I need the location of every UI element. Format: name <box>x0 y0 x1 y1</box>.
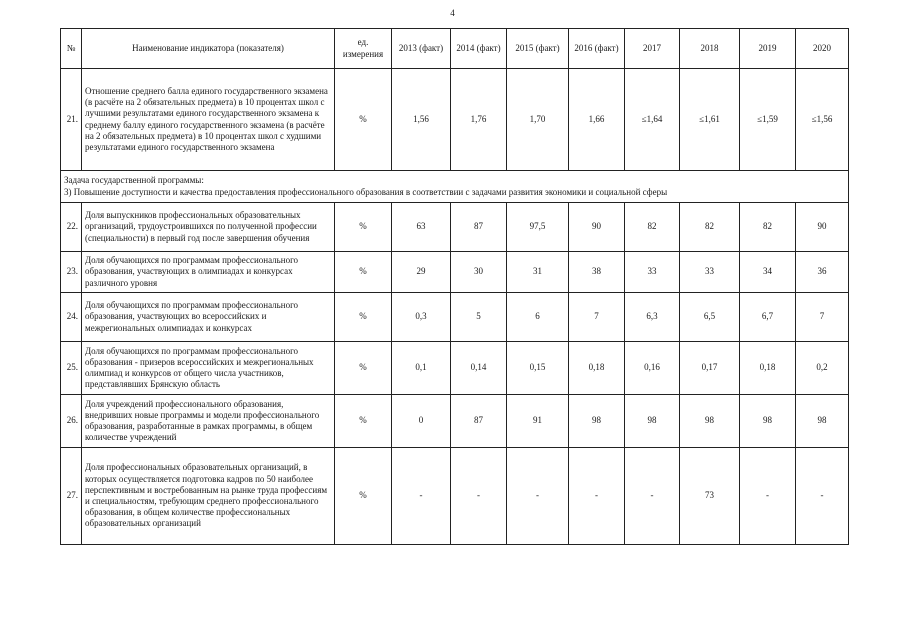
value-cell: - <box>796 448 849 545</box>
value-cell: - <box>740 448 796 545</box>
value-cell: - <box>507 448 569 545</box>
value-cell: ≤1,56 <box>796 69 849 171</box>
value-cell: 98 <box>796 395 849 448</box>
value-cell: 30 <box>451 252 507 293</box>
task-cell <box>61 171 849 203</box>
header-year: 2020 <box>796 29 849 69</box>
header-year: 2018 <box>680 29 740 69</box>
value-cell: 0,1 <box>392 342 451 395</box>
unit-cell: % <box>335 293 392 342</box>
value-cell: - <box>569 448 625 545</box>
value-cell: ≤1,59 <box>740 69 796 171</box>
value-cell: 0,3 <box>392 293 451 342</box>
value-cell: 90 <box>796 203 849 252</box>
value-cell: 87 <box>451 203 507 252</box>
value-cell: 98 <box>569 395 625 448</box>
value-cell: 1,66 <box>569 69 625 171</box>
indicator-name: Доля учреждений профессионального образования, внедривших новые программы и модели профессионального образования, разработанные в рамках программы, в общем количестве учреждений <box>82 395 335 448</box>
page-number: 4 <box>450 8 455 18</box>
value-cell: 34 <box>740 252 796 293</box>
value-cell: 0,18 <box>569 342 625 395</box>
value-cell: 6,7 <box>740 293 796 342</box>
value-cell: 82 <box>625 203 680 252</box>
table-row <box>61 69 849 171</box>
value-cell: 6,3 <box>625 293 680 342</box>
row-number: 26. <box>61 395 82 448</box>
value-cell: 29 <box>392 252 451 293</box>
value-cell: - <box>451 448 507 545</box>
value-cell: 0,17 <box>680 342 740 395</box>
indicator-name: Доля выпускников профессиональных образовательных организаций, трудоустроившихся по полученной профессии (специальности) в первый год после завершения обучения <box>82 203 335 252</box>
row-number: 24. <box>61 293 82 342</box>
header-name: Наименование индикатора (показателя) <box>82 29 335 69</box>
value-cell: 0,18 <box>740 342 796 395</box>
value-cell: 0,2 <box>796 342 849 395</box>
value-cell: 1,76 <box>451 69 507 171</box>
header-year: 2015 (факт) <box>507 29 569 69</box>
value-cell: 97,5 <box>507 203 569 252</box>
table-row <box>61 293 849 342</box>
value-cell: 98 <box>625 395 680 448</box>
value-cell: 0 <box>392 395 451 448</box>
row-number: 27. <box>61 448 82 545</box>
value-cell: 36 <box>796 252 849 293</box>
value-cell: 38 <box>569 252 625 293</box>
value-cell: 82 <box>740 203 796 252</box>
indicators-table <box>60 28 849 545</box>
value-cell: 98 <box>740 395 796 448</box>
value-cell: 98 <box>680 395 740 448</box>
value-cell: 82 <box>680 203 740 252</box>
row-number: 21. <box>61 69 82 171</box>
unit-cell: % <box>335 69 392 171</box>
unit-cell: % <box>335 448 392 545</box>
value-cell: 33 <box>625 252 680 293</box>
value-cell: 6 <box>507 293 569 342</box>
value-cell: 7 <box>796 293 849 342</box>
unit-cell: % <box>335 252 392 293</box>
indicator-name: Доля обучающихся по программам профессионального образования - призеров всероссийских и межрегиональных олимпиад и конкурсов от общего числа участников, представлявших Брянскую область <box>82 342 335 395</box>
unit-cell: % <box>335 203 392 252</box>
value-cell: 0,16 <box>625 342 680 395</box>
table-row <box>61 448 849 545</box>
value-cell: 90 <box>569 203 625 252</box>
value-cell: ≤1,64 <box>625 69 680 171</box>
value-cell: 0,14 <box>451 342 507 395</box>
value-cell: 87 <box>451 395 507 448</box>
unit-cell: % <box>335 342 392 395</box>
value-cell: 73 <box>680 448 740 545</box>
header-year: 2016 (факт) <box>569 29 625 69</box>
header-unit: ед. измерения <box>335 29 392 69</box>
value-cell: 7 <box>569 293 625 342</box>
value-cell: 63 <box>392 203 451 252</box>
row-number: 22. <box>61 203 82 252</box>
row-number: 25. <box>61 342 82 395</box>
value-cell: ≤1,61 <box>680 69 740 171</box>
value-cell: 5 <box>451 293 507 342</box>
table-row <box>61 252 849 293</box>
table-row <box>61 203 849 252</box>
value-cell: - <box>625 448 680 545</box>
indicator-name: Доля обучающихся по программам профессионального образования, участвующих во всероссийских и межрегиональных олимпиадах и конкурсах <box>82 293 335 342</box>
header-row <box>61 29 849 69</box>
value-cell: 31 <box>507 252 569 293</box>
value-cell: 1,56 <box>392 69 451 171</box>
row-number: 23. <box>61 252 82 293</box>
indicator-name: Доля обучающихся по программам профессионального образования, участвующих в олимпиадах и конкурсах различного уровня <box>82 252 335 293</box>
indicator-name: Доля профессиональных образовательных организаций, в которых осуществляется подготовка кадров по 50 наиболее перспективным и востребованным на рынке труда профессиям и специальностям, требующим среднего профессионального образования, в общем количестве профессиональных образовательных организаций <box>82 448 335 545</box>
header-year: 2014 (факт) <box>451 29 507 69</box>
header-num: № <box>61 29 82 69</box>
header-year: 2017 <box>625 29 680 69</box>
task-row <box>61 171 849 203</box>
task-text: 3) Повышение доступности и качества предоставления профессионального образования в соответствии с задачами развития экономики и социальной сферы <box>64 186 668 197</box>
indicator-name: Отношение среднего балла единого государственного экзамена (в расчёте на 2 обязательных предмета) в 10 процентах школ с лучшими результатами единого государственного экзамена к среднему баллу единого государственного экзамена (в расчёте на 2 обязательных предмета) в 10 процентах школ с худшими результатами единого государственного экзамена <box>82 69 335 171</box>
header-year: 2013 (факт) <box>392 29 451 69</box>
value-cell: - <box>392 448 451 545</box>
value-cell: 91 <box>507 395 569 448</box>
table-row <box>61 342 849 395</box>
value-cell: 6,5 <box>680 293 740 342</box>
header-year: 2019 <box>740 29 796 69</box>
task-label: Задача государственной программы: <box>64 175 204 186</box>
value-cell: 0,15 <box>507 342 569 395</box>
value-cell: 33 <box>680 252 740 293</box>
table-row <box>61 395 849 448</box>
unit-cell: % <box>335 395 392 448</box>
value-cell: 1,70 <box>507 69 569 171</box>
